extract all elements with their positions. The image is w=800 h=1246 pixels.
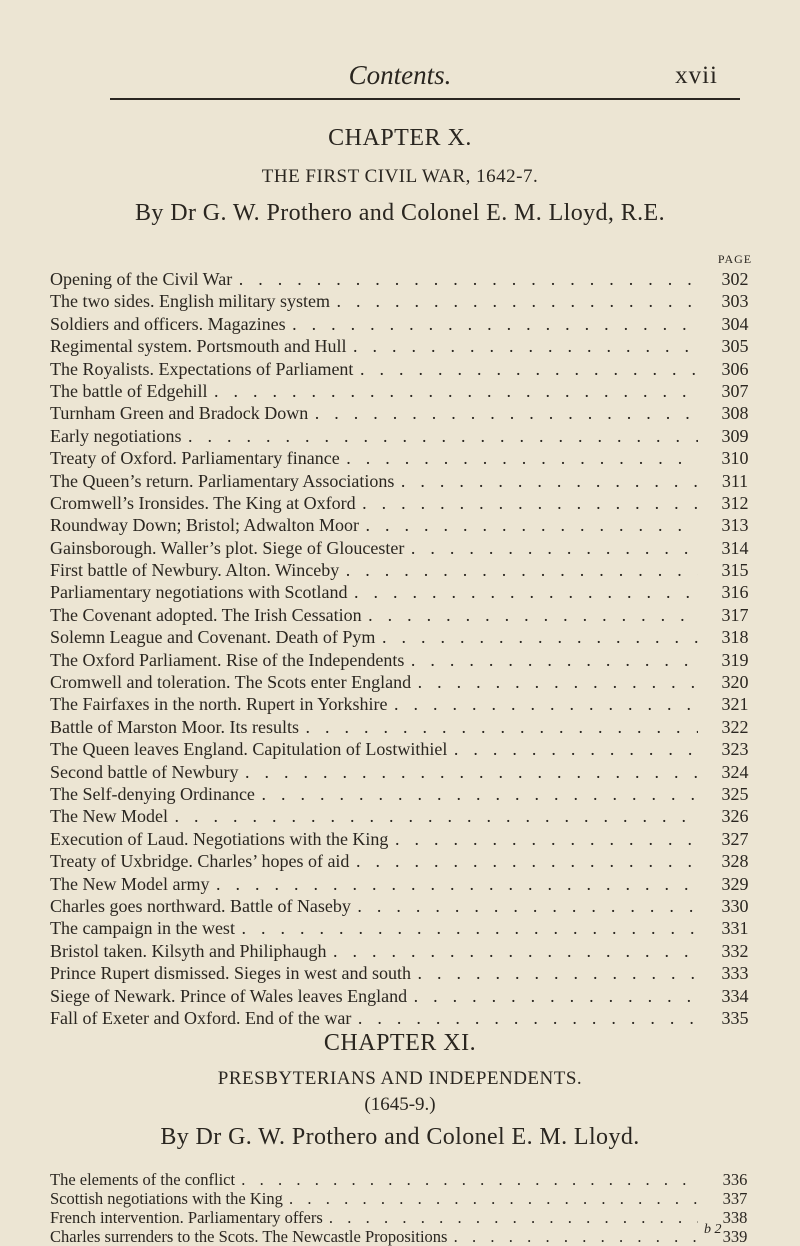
toc-entry-page: 323 bbox=[721, 739, 749, 760]
toc-entry bbox=[50, 940, 762, 962]
toc-entry-title: The two sides. English military system . . bbox=[50, 290, 698, 312]
toc-entry-page: 329 bbox=[721, 873, 749, 894]
toc-entry bbox=[50, 1208, 762, 1227]
toc-entry-page: 326 bbox=[721, 806, 749, 827]
toc-entry-page: 327 bbox=[721, 828, 749, 849]
toc-entry bbox=[50, 470, 762, 492]
toc-list bbox=[50, 1170, 762, 1246]
toc-entry bbox=[50, 649, 762, 671]
toc-entry bbox=[50, 671, 762, 693]
toc-entry-page: 308 bbox=[721, 403, 749, 424]
toc-entry bbox=[50, 335, 762, 357]
toc-entry-page: 321 bbox=[721, 694, 749, 715]
toc-entry-title: The Fairfaxes in the north. Rupert in Yorkshire . . bbox=[50, 693, 698, 715]
toc-entry-page: 307 bbox=[721, 380, 749, 401]
toc-entry-page: 305 bbox=[721, 336, 749, 357]
toc-entry bbox=[50, 1227, 762, 1246]
toc-entry-title: Bristol taken. Kilsyth and Philiphaugh . . bbox=[50, 940, 698, 962]
toc-entry-title: Scottish negotiations with the King . . bbox=[50, 1189, 698, 1208]
running-title: Contents. bbox=[348, 60, 452, 90]
toc-entry-page: 339 bbox=[722, 1227, 748, 1246]
toc-entry-title: French intervention. Parliamentary offers . . bbox=[50, 1208, 698, 1227]
toc-entry bbox=[50, 805, 762, 827]
toc-entry-page: 332 bbox=[721, 940, 749, 961]
toc-entry-page: 316 bbox=[721, 582, 749, 603]
toc-entry bbox=[50, 268, 762, 290]
toc-entry bbox=[50, 985, 762, 1007]
toc-entry-page: 337 bbox=[722, 1189, 748, 1208]
toc-entry-title: Second battle of Newbury . . bbox=[50, 761, 698, 783]
toc-entry-title: Execution of Laud. Negotiations with the King . . bbox=[50, 828, 698, 850]
toc-entry bbox=[50, 1189, 762, 1208]
chapter-byline: By Dr G. W. Prothero and Colonel E. M. Lloyd, R.E. bbox=[135, 200, 665, 226]
toc-entry bbox=[50, 492, 762, 514]
toc-entry-title: Solemn League and Covenant. Death of Pym . . bbox=[50, 626, 698, 648]
toc-entry-title: The Queen’s return. Parliamentary Associations . . bbox=[50, 470, 698, 492]
toc-entry bbox=[50, 559, 762, 581]
toc-entry-title: Parliamentary negotiations with Scotland . . bbox=[50, 581, 698, 603]
toc-entry bbox=[50, 1007, 762, 1029]
toc-entry-page: 320 bbox=[721, 672, 749, 693]
toc-entry-page: 304 bbox=[721, 313, 749, 334]
toc-entry bbox=[50, 850, 762, 872]
toc-entry bbox=[50, 380, 762, 402]
toc-entry-page: 306 bbox=[721, 358, 749, 379]
toc-entry-title: Treaty of Oxford. Parliamentary finance . . bbox=[50, 447, 698, 469]
toc-entry-title: The battle of Edgehill . . bbox=[50, 380, 698, 402]
toc-entry-title: The campaign in the west . . bbox=[50, 917, 698, 939]
toc-entry bbox=[50, 738, 762, 760]
toc-entry-page: 328 bbox=[721, 851, 749, 872]
toc-entry-title: The New Model . . bbox=[50, 805, 698, 827]
toc-entry-title: Charles surrenders to the Scots. The Newcastle Propositions . . bbox=[50, 1227, 698, 1246]
toc-entry-title: Turnham Green and Bradock Down . . bbox=[50, 402, 698, 424]
header-rule bbox=[110, 98, 740, 100]
toc-entry-title: Roundway Down; Bristol; Adwalton Moor . . bbox=[50, 514, 698, 536]
toc-entry-title: Cromwell’s Ironsides. The King at Oxford . . bbox=[50, 492, 698, 514]
toc-entry bbox=[50, 447, 762, 469]
toc-entry-title: Fall of Exeter and Oxford. End of the war . . bbox=[50, 1007, 698, 1029]
chapter-subtitle: PRESBYTERIANS AND INDEPENDENTS. bbox=[217, 1068, 583, 1089]
toc-entry-page: 314 bbox=[721, 537, 749, 558]
page-folio: xvii bbox=[675, 62, 718, 89]
toc-entry bbox=[50, 537, 762, 559]
toc-entry bbox=[50, 873, 762, 895]
toc-entry-title: The elements of the conflict . . bbox=[50, 1170, 698, 1189]
chapter-subtitle: THE FIRST CIVIL WAR, 1642-7. bbox=[261, 166, 539, 187]
toc-entry bbox=[50, 313, 762, 335]
toc-entry bbox=[50, 402, 762, 424]
toc-entry-page: 322 bbox=[721, 716, 749, 737]
signature-mark: b 2 bbox=[704, 1222, 722, 1237]
chapter-byline: By Dr G. W. Prothero and Colonel E. M. Lloyd. bbox=[160, 1124, 640, 1150]
page-column-label: PAGE bbox=[717, 252, 753, 266]
toc-entry-title: Gainsborough. Waller’s plot. Siege of Gloucester . . bbox=[50, 537, 698, 559]
toc-entry-title: The Queen leaves England. Capitulation of Lostwithiel . . bbox=[50, 738, 698, 760]
toc-entry-page: 313 bbox=[721, 515, 749, 536]
toc-entry-title: The Royalists. Expectations of Parliament . . bbox=[50, 358, 698, 380]
toc-entry-page: 309 bbox=[721, 425, 749, 446]
running-head bbox=[0, 60, 800, 94]
chapter-dates: (1645-9.) bbox=[364, 1094, 436, 1115]
toc-entry-title: First battle of Newbury. Alton. Winceby . . bbox=[50, 559, 698, 581]
toc-entry-page: 317 bbox=[721, 604, 749, 625]
toc-entry-page: 334 bbox=[721, 985, 749, 1006]
toc-entry-page: 333 bbox=[721, 963, 749, 984]
toc-entry-title: Soldiers and officers. Magazines . . bbox=[50, 313, 698, 335]
toc-entry-page: 324 bbox=[721, 761, 749, 782]
toc-entry bbox=[50, 581, 762, 603]
toc-entry bbox=[50, 783, 762, 805]
toc-entry bbox=[50, 962, 762, 984]
toc-entry-page: 325 bbox=[721, 783, 749, 804]
toc-entry-page: 310 bbox=[721, 448, 749, 469]
toc-entry-page: 330 bbox=[721, 895, 749, 916]
toc-entry bbox=[50, 425, 762, 447]
toc-entry-title: Regimental system. Portsmouth and Hull . . bbox=[50, 335, 698, 357]
toc-entry-page: 315 bbox=[721, 560, 749, 581]
toc-entry-page: 319 bbox=[721, 649, 749, 670]
toc-entry-title: The Self-denying Ordinance . . bbox=[50, 783, 698, 805]
toc-entry-title: Opening of the Civil War . . bbox=[50, 268, 698, 290]
toc-entry-title: Siege of Newark. Prince of Wales leaves England . . bbox=[50, 985, 698, 1007]
toc-entry bbox=[50, 1170, 762, 1189]
toc-entry-page: 338 bbox=[722, 1208, 748, 1227]
toc-entry bbox=[50, 626, 762, 648]
toc-entry bbox=[50, 716, 762, 738]
toc-entry-title: Treaty of Uxbridge. Charles’ hopes of aid . . bbox=[50, 850, 698, 872]
toc-entry bbox=[50, 514, 762, 536]
toc-entry bbox=[50, 895, 762, 917]
toc-entry bbox=[50, 828, 762, 850]
toc-entry-page: 335 bbox=[721, 1007, 749, 1028]
toc-entry-title: The Covenant adopted. The Irish Cessation . . bbox=[50, 604, 698, 626]
toc-entry-page: 311 bbox=[721, 470, 749, 491]
toc-entry bbox=[50, 761, 762, 783]
toc-entry-page: 312 bbox=[721, 492, 749, 513]
toc-entry-page: 302 bbox=[721, 269, 749, 289]
toc-entry-title: Battle of Marston Moor. Its results . . bbox=[50, 716, 698, 738]
toc-entry-page: 336 bbox=[722, 1170, 748, 1189]
chapter-heading: CHAPTER XI. bbox=[323, 1030, 477, 1056]
toc-entry-title: Early negotiations . . bbox=[50, 425, 698, 447]
toc-entry-title: Charles goes northward. Battle of Naseby . . bbox=[50, 895, 698, 917]
toc-entry-page: 331 bbox=[721, 918, 749, 939]
toc-entry-title: The New Model army . . bbox=[50, 873, 698, 895]
toc-entry-title: Prince Rupert dismissed. Sieges in west and south . . bbox=[50, 962, 698, 984]
toc-entry bbox=[50, 290, 762, 312]
toc-entry-page: 318 bbox=[721, 627, 749, 648]
toc-entry-title: Cromwell and toleration. The Scots enter England . . bbox=[50, 671, 698, 693]
toc-entry bbox=[50, 693, 762, 715]
toc-entry-title: The Oxford Parliament. Rise of the Independents . . bbox=[50, 649, 698, 671]
toc-list bbox=[50, 268, 762, 1029]
toc-entry-page: 303 bbox=[721, 291, 749, 312]
toc-entry bbox=[50, 358, 762, 380]
chapter-heading: CHAPTER X. bbox=[328, 125, 472, 151]
toc-entry bbox=[50, 604, 762, 626]
toc-entry bbox=[50, 917, 762, 939]
